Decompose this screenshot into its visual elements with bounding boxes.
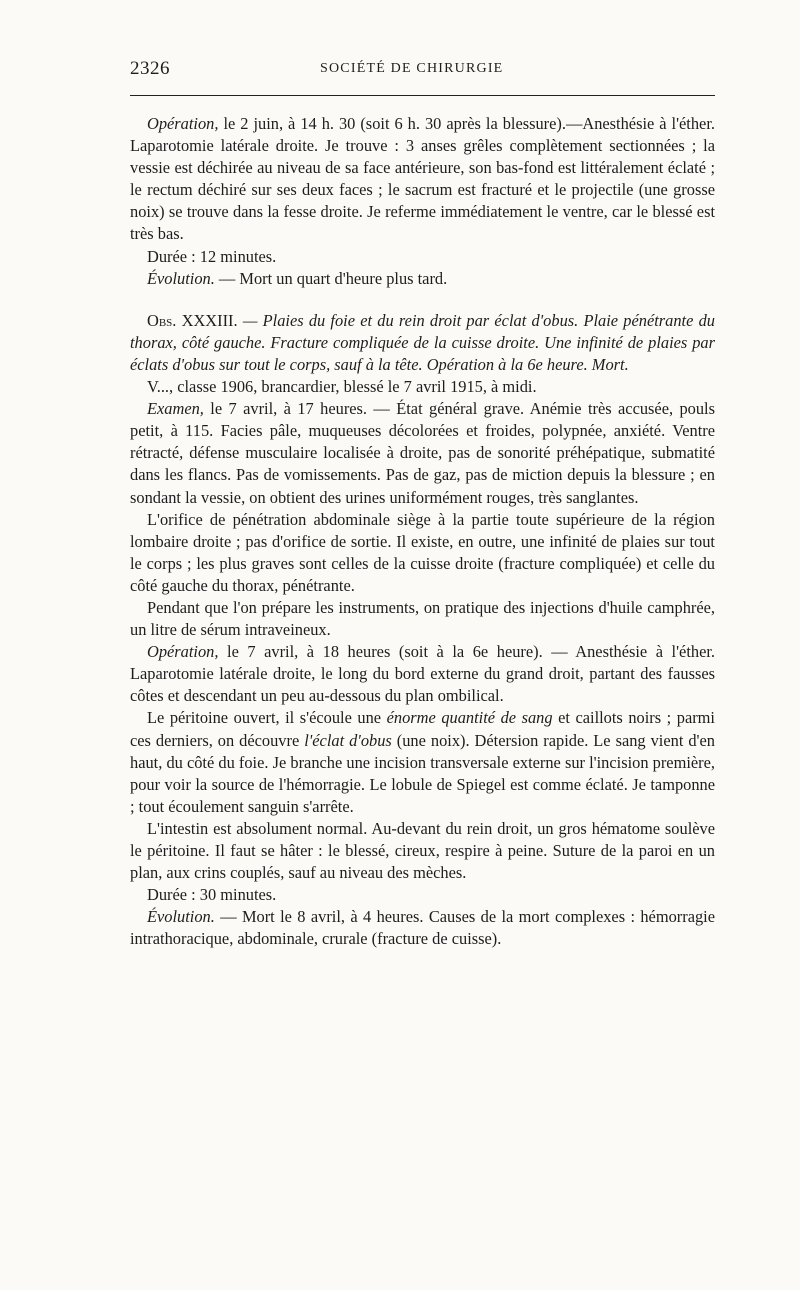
paragraph-text: V..., classe 1906, brancardier, blessé le 7 avril 1915, à midi. [147,377,537,397]
paragraph-peritoine [130,707,715,817]
paragraph-orifice [130,509,715,597]
paragraph-text: Durée : 30 minutes. [147,885,277,905]
paragraph-duration-2 [130,884,715,906]
paragraph-text: L'orifice de pénétration abdominale siège à la partie toute supérieure de la région lombaire droite ; pas d'orifice de sortie. Il existe, en outre, une infinité de plaies sur tout le corps ; les plus graves sont celles de la cuisse droite (fracture compliquée) et celle du côté gauche du thorax, pénétrante. [130,509,715,595]
paragraph-label: Évolution. [147,907,215,927]
body-text [130,113,715,950]
paragraph-label: Opération, [147,642,219,662]
paragraph-emphasis: énorme quantité de sang [386,708,553,728]
paragraph-injections [130,597,715,641]
paragraph-evolution [130,268,715,290]
observation-label: Obs. XXXIII. [147,310,238,330]
paragraph-text: Le péritoine ouvert, il s'écoule une [147,708,387,728]
paragraph-text: et caillots noirs ; parmi ces derniers, on découvre [130,708,715,750]
paragraph-operation [130,113,715,246]
paragraph-evolution-2 [130,906,715,950]
observation-heading [130,310,715,376]
paragraph-label: Opération, [147,114,219,133]
paragraph-duration [130,246,715,268]
paragraph-intestin [130,818,715,884]
running-title: SOCIÉTÉ DE CHIRURGIE [320,61,504,76]
paragraph-text: L'intestin est absolument normal. Au-devant du rein droit, un gros hématome soulève le péritoine. Il faut se hâter : le blessé, cireux, respire à peine. Suture de la paroi en un plan, aux crins couplés, sauf au niveau des mèches. [130,818,715,883]
paragraph-text: le 7 avril, à 17 heures. — État général grave. Anémie très accusée, pouls petit, à 115. Facies pâle, muqueuses décolorées et froides, polypnée, anxiété. Ventre rétracté, défense musculaire localisée à droite, pas de sonorité préhépatique, submatité dans les flancs. Pas de vomissements. Pas de gaz, pas de miction depuis la blessure ; en sondant la vessie, on obtient des urines uniformément rouges, très sanglantes. [130,399,715,507]
paragraph-text: — Mort un quart d'heure plus tard. [214,268,448,288]
paragraph-text: le 7 avril, à 18 heures (soit à la 6e heure). — Anesthésie à l'éther. Laparotomie latérale droite, le long du bord externe du grand droit, partant des fausses côtes et descendant un peu au-dessous du plan ombilical. [130,642,715,706]
header-rule [130,95,715,96]
paragraph-operation-2 [130,641,715,707]
observation-title: — Plaies du foie et du rein droit par éclat d'obus. Plaie pénétrante du thorax, côté gauche. Fracture compliquée de la cuisse droite. Une infinité de plaies par éclats d'obus sur tout le corps, sauf à la tête. Opération à la 6e heure. Mort. [130,310,715,374]
paragraph-text: le 2 juin, à 14 h. 30 (soit 6 h. 30 après la blessure).—Anesthésie à l'éther. Laparotomie latérale droite. Je trouve : 3 anses grêles complètement sectionnées ; la vessie est déchirée au niveau de sa face antérieure, son bas-fond est littéralement éclaté ; le rectum déchiré sur ses deux faces ; le sacrum est fracturé et le projectile (une grosse noix) se trouve dans la fesse droite. Je referme immédiatement le ventre, car le blessé est très bas. [130,114,715,244]
paragraph-patient [130,376,715,398]
paragraph-emphasis: l'éclat d'obus [304,730,392,750]
paragraph-text: — Mort le 8 avril, à 4 heures. Causes de la mort complexes : hémorragie intrathoracique, abdominale, crurale (fracture de cuisse). [130,907,715,949]
paragraph-text: Durée : 12 minutes. [147,246,277,266]
paragraph-text: Pendant que l'on prépare les instruments, on pratique des injections d'huile camphrée, un litre de sérum intraveineux. [130,597,715,640]
paragraph-label: Examen, [147,399,204,419]
paragraph-text: (une noix). Détersion rapide. Le sang vient d'en haut, du côté du foie. Je branche une incision transversale externe sur l'incision première, pour voir la source de l'hémorragie. Le lobule de Spiegel est comme éclaté. Je tamponne ; tout écoulement sanguin s'arrête. [130,730,715,816]
paragraph-label: Évolution. [147,268,215,288]
page-header [130,58,715,88]
page-number: 2326 [130,58,170,79]
paragraph-examen [130,398,715,508]
